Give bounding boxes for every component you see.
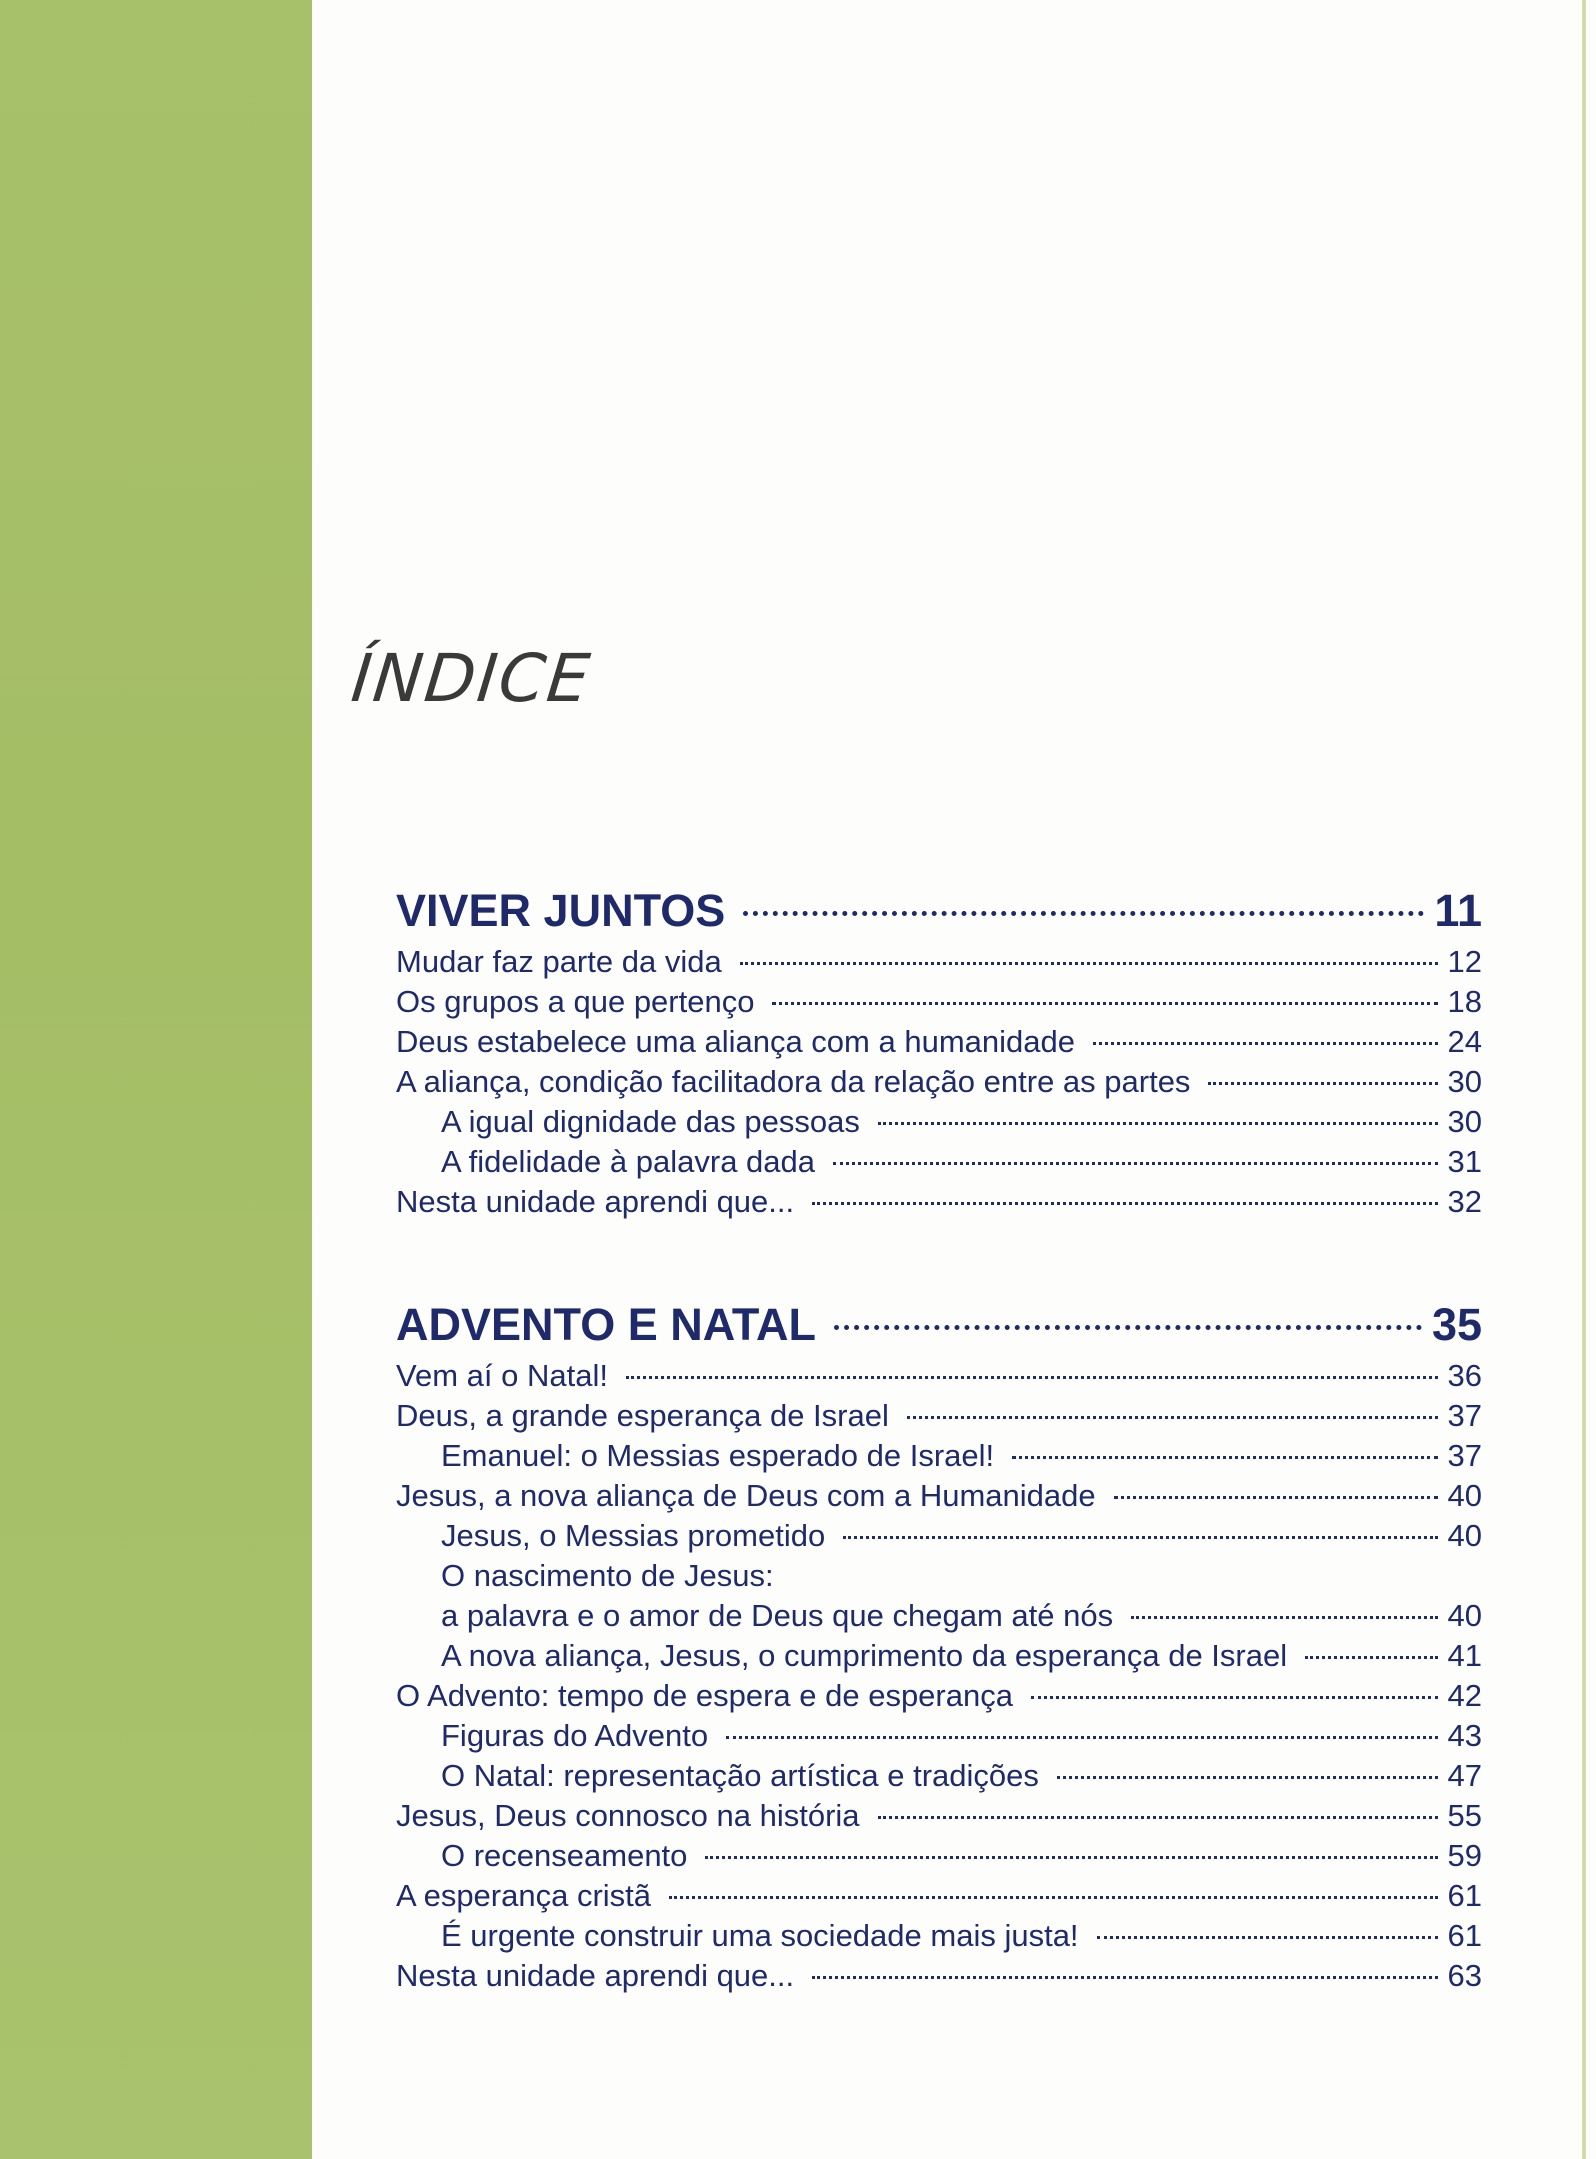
dot-leader	[1093, 1042, 1438, 1045]
toc-entry-page: 63	[1447, 1958, 1482, 1993]
page-edge-line	[1582, 0, 1586, 2159]
toc-entry-page: 47	[1447, 1758, 1482, 1793]
toc-entry-label: Os grupos a que pertenço	[396, 984, 755, 1019]
toc-entry-page: 41	[1447, 1638, 1482, 1673]
toc-subentry[interactable]	[396, 1916, 1482, 1956]
decorative-green-bar	[0, 0, 312, 2159]
toc-entry-label: Deus estabelece uma aliança com a humanidade	[396, 1024, 1075, 1059]
dot-leader	[669, 1896, 1437, 1899]
dot-leader	[626, 1376, 1438, 1379]
toc-entry-label: O recenseamento	[441, 1838, 688, 1873]
dot-leader	[812, 1976, 1437, 1979]
section-heading[interactable]	[396, 882, 1482, 940]
toc-entry-page: 32	[1447, 1184, 1482, 1219]
dot-leader	[705, 1856, 1437, 1859]
toc-entry-label: Nesta unidade aprendi que...	[396, 1184, 795, 1219]
toc-entry-label: Deus, a grande esperança de Israel	[396, 1398, 889, 1433]
toc-entry-label: Emanuel: o Messias esperado de Israel!	[441, 1438, 995, 1473]
dot-leader	[1097, 1936, 1438, 1939]
toc-subentry[interactable]	[396, 1596, 1482, 1636]
toc-entry-page: 30	[1447, 1064, 1482, 1099]
toc-subentry[interactable]	[396, 1516, 1482, 1556]
dot-leader	[907, 1416, 1438, 1419]
dot-leader	[1305, 1656, 1437, 1659]
toc-entry-page: 40	[1447, 1518, 1482, 1553]
dot-leader	[812, 1202, 1437, 1205]
toc-entry[interactable]	[396, 1396, 1482, 1436]
toc-entry-label: O nascimento de Jesus:	[441, 1558, 774, 1593]
toc-entry-page: 37	[1447, 1398, 1482, 1433]
toc-entry-label: Jesus, a nova aliança de Deus com a Humanidade	[396, 1478, 1096, 1513]
toc-entry-page: 30	[1447, 1104, 1482, 1139]
dot-leader	[743, 911, 1424, 916]
toc-entry-label: Mudar faz parte da vida	[396, 944, 722, 979]
toc-entry-page: 40	[1447, 1598, 1482, 1633]
dot-leader	[1031, 1696, 1438, 1699]
toc-entry[interactable]	[396, 1182, 1482, 1222]
toc-entry-page: 40	[1447, 1478, 1482, 1513]
toc-subentry-heading[interactable]	[396, 1556, 1482, 1596]
toc-entry-label: Vem aí o Natal!	[396, 1358, 608, 1393]
dot-leader	[726, 1736, 1437, 1739]
toc-subentry[interactable]	[396, 1756, 1482, 1796]
toc-entry-page: 36	[1447, 1358, 1482, 1393]
toc-entry-label: Figuras do Advento	[441, 1718, 709, 1753]
toc-entry-page: 18	[1447, 984, 1482, 1019]
dot-leader	[834, 1325, 1422, 1330]
toc-entry[interactable]	[396, 1022, 1482, 1062]
toc-entry[interactable]	[396, 1356, 1482, 1396]
dot-leader	[1208, 1082, 1437, 1085]
toc-entry-page: 43	[1447, 1718, 1482, 1753]
toc-subentry[interactable]	[396, 1436, 1482, 1476]
toc-entry-page: 55	[1447, 1798, 1482, 1833]
dot-leader	[740, 962, 1438, 965]
toc-entry-page: 42	[1447, 1678, 1482, 1713]
toc-section-viver-juntos	[396, 882, 1482, 1222]
toc-entry[interactable]	[396, 1956, 1482, 1996]
section-heading-label: VIVER JUNTOS	[396, 885, 726, 936]
toc-entry[interactable]	[396, 1796, 1482, 1836]
toc-entry-label: É urgente construir uma sociedade mais justa!	[441, 1918, 1079, 1953]
toc-entry-page: 37	[1447, 1438, 1482, 1473]
toc-entry-label: Nesta unidade aprendi que...	[396, 1958, 795, 1993]
toc-entry-label: A aliança, condição facilitadora da relação entre as partes	[396, 1064, 1191, 1099]
toc-subentry[interactable]	[396, 1716, 1482, 1756]
toc-subentry[interactable]	[396, 1142, 1482, 1182]
dot-leader	[1057, 1776, 1438, 1779]
toc-entry-label: Jesus, Deus connosco na história	[396, 1798, 860, 1833]
toc-entry-label: a palavra e o amor de Deus que chegam até nós	[441, 1598, 1114, 1633]
dot-leader	[878, 1122, 1438, 1125]
page-title: ÍNDICE	[347, 640, 595, 717]
toc-entry-page: 61	[1447, 1918, 1482, 1953]
section-heading-label: ADVENTO E NATAL	[396, 1299, 817, 1350]
dot-leader	[833, 1162, 1438, 1165]
dot-leader	[878, 1816, 1438, 1819]
toc-entry[interactable]	[396, 1476, 1482, 1516]
toc-entry[interactable]	[396, 1062, 1482, 1102]
toc-entry-label: A igual dignidade das pessoas	[441, 1104, 860, 1139]
toc-subentry[interactable]	[396, 1102, 1482, 1142]
toc-entry-page: 24	[1447, 1024, 1482, 1059]
toc-entry-page: 59	[1447, 1838, 1482, 1873]
toc-entry-label: Jesus, o Messias prometido	[441, 1518, 826, 1553]
toc-entry[interactable]	[396, 1676, 1482, 1716]
toc-entry-page: 12	[1447, 944, 1482, 979]
toc-entry-label: O Advento: tempo de espera e de esperança	[396, 1678, 1013, 1713]
dot-leader	[843, 1536, 1437, 1539]
toc-entry-label: A nova aliança, Jesus, o cumprimento da esperança de Israel	[441, 1638, 1288, 1673]
dot-leader	[1131, 1616, 1437, 1619]
toc-subentry[interactable]	[396, 1836, 1482, 1876]
toc-entry-label: O Natal: representação artística e tradições	[441, 1758, 1039, 1793]
dot-leader	[1012, 1456, 1437, 1459]
toc-entry[interactable]	[396, 1876, 1482, 1916]
toc-entry-page: 61	[1447, 1878, 1482, 1913]
toc-entry-label: A fidelidade à palavra dada	[441, 1144, 816, 1179]
section-page-number: 11	[1434, 885, 1482, 936]
section-page-number: 35	[1431, 1299, 1482, 1350]
toc-entry-label: A esperança cristã	[396, 1878, 652, 1913]
section-heading[interactable]	[396, 1296, 1482, 1354]
toc-entry-page: 31	[1447, 1144, 1482, 1179]
toc-section-advento-e-natal	[396, 1296, 1482, 1996]
toc-subentry[interactable]	[396, 1636, 1482, 1676]
toc-entry[interactable]	[396, 942, 1482, 982]
dot-leader	[772, 1002, 1437, 1005]
dot-leader	[1114, 1496, 1438, 1499]
toc-entry[interactable]	[396, 982, 1482, 1022]
